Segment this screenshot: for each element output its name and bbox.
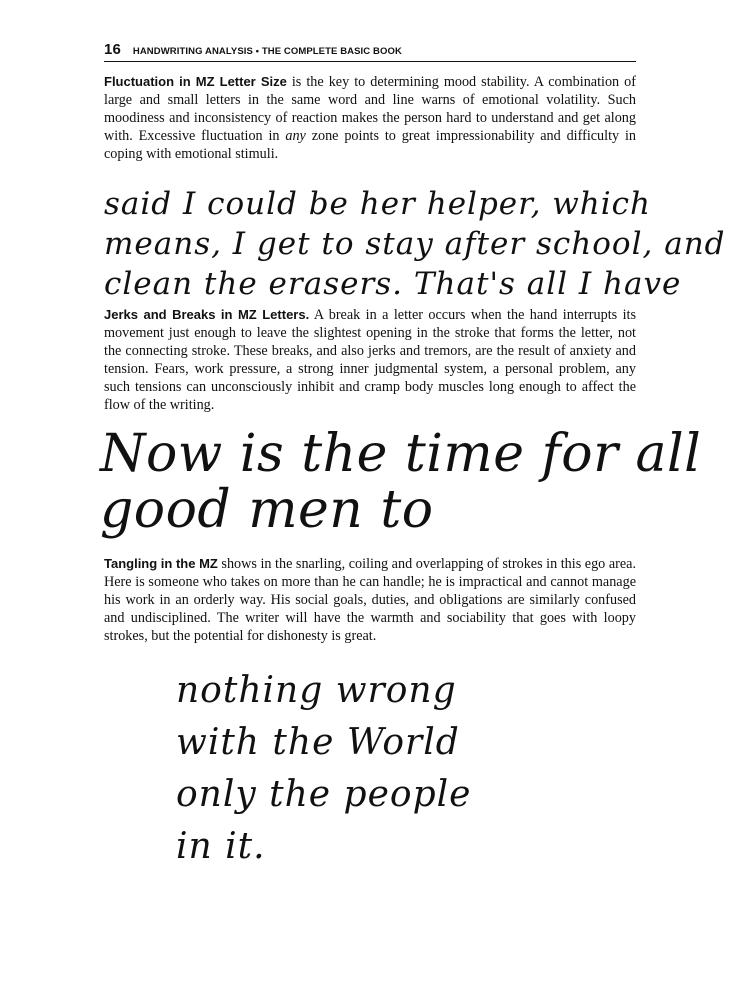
- handwriting-line: good men to: [100, 480, 434, 540]
- handwriting-line: clean the erasers. That's all I have: [104, 266, 682, 302]
- page-number: 16: [104, 41, 121, 58]
- paragraph-fluctuation: [104, 73, 636, 163]
- paragraph-tangling: [104, 555, 636, 645]
- handwriting-line: with the World: [176, 722, 460, 763]
- section-heading-jerks: Jerks and Breaks in MZ Letters.: [104, 307, 310, 322]
- handwriting-line: only the people: [176, 774, 472, 815]
- section-heading-tangling: Tangling in the MZ: [104, 556, 218, 571]
- handwriting-line: Now is the time for all: [100, 424, 702, 484]
- running-title: HANDWRITING ANALYSIS • THE COMPLETE BASIC BOOK: [132, 46, 402, 57]
- body-text: A break in a letter occurs when the hand interrupts its movement just enough to leave the slightest opening in the stroke that forms the letter, not the connecting stroke. These breaks, and also jerks and tremors, are the result of anxiety and tension. Fears, work pressure, a strong inner judgmental system, a personal problem, any such tensions can unconsciously inhibit and cramp body muscles long enough to affect the flow of the writing.: [104, 307, 636, 413]
- section-heading-fluctuation: Fluctuation in MZ Letter Size: [104, 74, 287, 89]
- emphasis-text: any: [285, 128, 306, 144]
- handwriting-line: means, I get to stay after school, and: [104, 226, 726, 262]
- paragraph-jerks: [104, 306, 636, 414]
- running-header: [104, 41, 636, 62]
- handwriting-line: in it.: [176, 826, 266, 867]
- body-text: shows in the snarling, coiling and overlapping of strokes in this ego area. Here is someone who takes on more than he can handle; he is impractical and cannot manage his work in an orderly way. His social goals, duties, and obligations are similarly confused and undisciplined. The writer will have the warmth and sociability that goes with loopy strokes, but the potential for dishonesty is great.: [104, 556, 636, 644]
- handwriting-line: said I could be her helper, which: [104, 186, 652, 222]
- body-text: is the key to determining mood stability. A combination of large and small letters in the same word and line warns of emotional volatility. Such moodiness and inconsistency of reaction makes the person hard to understand and get along with. Excessive fluctuation in: [104, 74, 636, 144]
- body-text: zone points to great impressionability and difficulty in coping with emotional stimuli.: [104, 128, 636, 162]
- handwriting-line: nothing wrong: [176, 670, 457, 711]
